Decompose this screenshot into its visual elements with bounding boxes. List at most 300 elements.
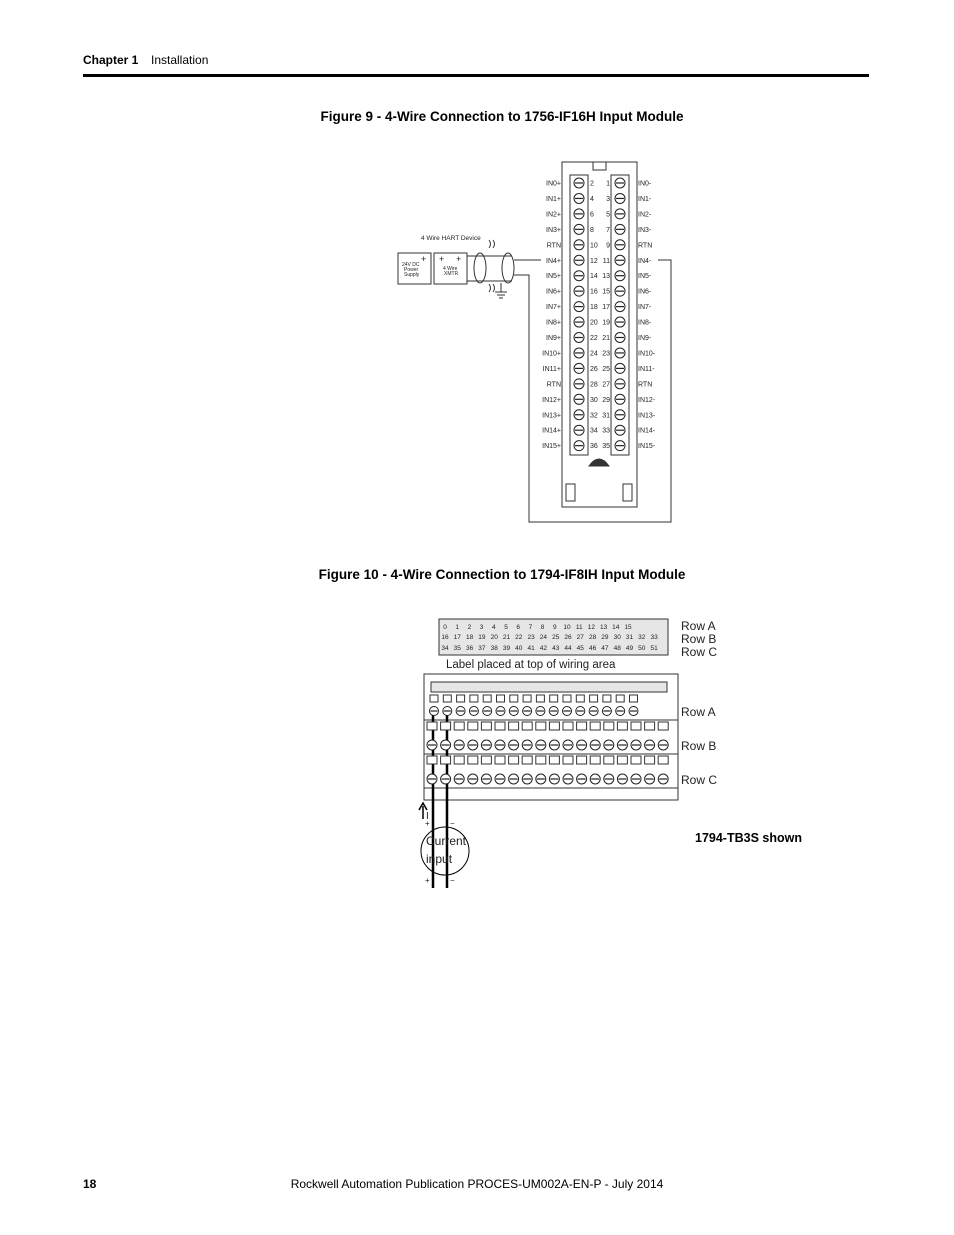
terminal-screw-icon bbox=[616, 707, 625, 716]
terminal-number-right: 27 bbox=[602, 381, 610, 389]
label-number: 10 bbox=[563, 624, 571, 631]
terminal-number-right: 5 bbox=[606, 211, 610, 219]
row-a-label-tab bbox=[457, 695, 465, 702]
terminal-number-left: 6 bbox=[590, 211, 594, 219]
row-b-tab bbox=[468, 722, 478, 730]
terminal-screw-icon bbox=[496, 707, 505, 716]
terminal-screw-icon bbox=[615, 271, 625, 281]
row-a-label-tab bbox=[483, 695, 491, 702]
terminal-label-left: IN8+ bbox=[546, 319, 561, 327]
label-number: 16 bbox=[441, 634, 449, 641]
terminal-screw-icon bbox=[615, 394, 625, 404]
row-b-tab bbox=[454, 722, 464, 730]
terminal-label-right: IN5- bbox=[638, 273, 652, 281]
terminal-screw-icon bbox=[430, 707, 439, 716]
row-c-tab bbox=[604, 756, 614, 764]
break-mark-bottom bbox=[489, 284, 495, 292]
terminal-number-right: 33 bbox=[602, 427, 610, 435]
terminal-screw-icon bbox=[574, 363, 584, 373]
power-supply-plus: + bbox=[421, 254, 427, 264]
terminal-number-left: 26 bbox=[590, 365, 598, 373]
label-number: 32 bbox=[638, 634, 646, 641]
terminal-screw-icon bbox=[509, 774, 519, 784]
terminal-label-right: IN1- bbox=[638, 195, 652, 203]
terminal-label-left: IN5+ bbox=[546, 273, 561, 281]
terminal-screw-icon bbox=[509, 740, 519, 750]
label-caption: Label placed at top of wiring area bbox=[446, 659, 616, 671]
label-number: 22 bbox=[515, 634, 523, 641]
chapter-label: Chapter 1 bbox=[83, 53, 139, 67]
xmtr-plus: + bbox=[439, 254, 445, 264]
terminal-screw-icon bbox=[574, 379, 584, 389]
label-number: 36 bbox=[465, 645, 474, 652]
terminal-screw-icon bbox=[576, 707, 585, 716]
module-notch bbox=[593, 162, 606, 170]
terminal-number-left: 24 bbox=[590, 350, 598, 358]
terminal-label-left: IN12+ bbox=[542, 396, 561, 404]
terminal-screw-icon bbox=[563, 774, 573, 784]
label-number: 37 bbox=[478, 645, 486, 652]
row-c-tab bbox=[617, 756, 627, 764]
row-a-top-label: Row A bbox=[681, 619, 716, 633]
label-number: 23 bbox=[527, 634, 535, 641]
row-b-tab bbox=[604, 722, 614, 730]
terminal-screw-icon bbox=[574, 193, 584, 203]
label-number: 2 bbox=[467, 624, 472, 631]
terminal-number-left: 20 bbox=[590, 319, 598, 327]
terminal-screw-icon bbox=[495, 774, 505, 784]
terminal-number-left: 22 bbox=[590, 335, 598, 342]
row-b-tab bbox=[549, 722, 559, 730]
terminal-screw-icon bbox=[615, 379, 625, 389]
terminal-label-left: IN9+ bbox=[546, 335, 561, 342]
terminal-screw-icon bbox=[631, 774, 641, 784]
terminal-screw-icon bbox=[536, 740, 546, 750]
terminal-screw-icon bbox=[522, 740, 532, 750]
terminal-screw-icon bbox=[615, 286, 625, 296]
label-number: 41 bbox=[527, 645, 535, 652]
row-a-label-tab bbox=[550, 695, 558, 702]
figure-10-terminals bbox=[427, 695, 668, 784]
row-b-side-label: Row B bbox=[681, 739, 717, 753]
row-a-label-tab bbox=[430, 695, 438, 702]
terminal-screw-icon bbox=[615, 178, 625, 188]
label-number: 51 bbox=[650, 645, 658, 652]
current-input-line-1: Current bbox=[426, 834, 467, 848]
terminal-number-left: 2 bbox=[590, 180, 594, 188]
terminal-screw-icon bbox=[536, 707, 545, 716]
xmtr-label-2: XMTR bbox=[444, 271, 459, 277]
label-number: 31 bbox=[625, 634, 634, 641]
label-number: 11 bbox=[575, 624, 583, 631]
terminal-screw-icon bbox=[468, 774, 478, 784]
row-b-tab bbox=[590, 722, 600, 730]
terminal-screw-icon bbox=[427, 740, 437, 750]
module-slot-left bbox=[566, 484, 575, 501]
row-c-tab bbox=[645, 756, 655, 764]
terminal-label-left: IN10+ bbox=[542, 350, 561, 358]
terminal-screw-icon bbox=[574, 286, 584, 296]
terminal-screw-icon bbox=[574, 224, 584, 234]
label-number: 48 bbox=[613, 645, 621, 652]
label-number: 3 bbox=[479, 624, 484, 631]
row-c-tab bbox=[522, 756, 532, 764]
terminal-screw-icon bbox=[615, 317, 625, 327]
row-a-label-tab bbox=[616, 695, 624, 702]
terminal-screw-icon bbox=[549, 740, 559, 750]
row-c-tab bbox=[577, 756, 587, 764]
current-input-line-2: input bbox=[426, 852, 453, 866]
label-number: 25 bbox=[552, 634, 560, 641]
terminal-number-right: 23 bbox=[602, 350, 610, 358]
break-mark-top bbox=[489, 240, 495, 248]
terminal-label-right: IN11- bbox=[638, 365, 655, 373]
terminal-screw-icon bbox=[574, 333, 584, 343]
terminal-screw-icon bbox=[469, 707, 478, 716]
terminal-label-right: IN7- bbox=[638, 304, 652, 312]
page-number: 18 bbox=[83, 1177, 97, 1191]
module-slot-right bbox=[623, 484, 632, 501]
terminal-screw-icon bbox=[509, 707, 518, 716]
terminal-screw-icon bbox=[615, 363, 625, 373]
figure-10-title: Figure 10 - 4-Wire Connection to 1794-IF8IH Input Module bbox=[318, 567, 686, 582]
terminal-screw-icon bbox=[427, 774, 437, 784]
row-c-tab bbox=[495, 756, 505, 764]
label-number: 42 bbox=[539, 645, 548, 652]
row-b-tab bbox=[427, 722, 437, 730]
terminal-number-right: 29 bbox=[602, 396, 610, 404]
current-symbol: I bbox=[426, 811, 429, 822]
terminal-number-right: 21 bbox=[602, 335, 610, 342]
terminal-screw-icon bbox=[615, 209, 625, 219]
terminal-number-right: 13 bbox=[602, 273, 610, 281]
row-a-label-tab bbox=[563, 695, 571, 702]
label-number: 46 bbox=[588, 645, 597, 652]
terminal-screw-icon bbox=[574, 271, 584, 281]
terminal-screw-icon bbox=[615, 224, 625, 234]
label-number: 39 bbox=[502, 645, 511, 652]
bottom-plus: + bbox=[425, 876, 430, 885]
row-c-tab bbox=[481, 756, 491, 764]
row-c-tab bbox=[427, 756, 437, 764]
row-c-tab bbox=[454, 756, 464, 764]
terminal-label-right: IN15- bbox=[638, 443, 656, 451]
terminal-screw-icon bbox=[617, 774, 627, 784]
label-number: 45 bbox=[576, 645, 584, 652]
terminal-screw-icon bbox=[574, 178, 584, 188]
figure-9-diagram bbox=[398, 162, 671, 522]
terminal-screw-icon bbox=[617, 740, 627, 750]
terminal-screw-icon bbox=[574, 348, 584, 358]
terminal-label-right: IN3- bbox=[638, 226, 652, 234]
device-label: 4 Wire HART Device bbox=[421, 235, 481, 242]
power-supply-label-3: Supply bbox=[404, 272, 420, 278]
terminal-screw-icon bbox=[441, 740, 451, 750]
terminal-number-left: 16 bbox=[590, 288, 598, 296]
bottom-minus: − bbox=[450, 876, 455, 885]
terminal-label-right: IN6- bbox=[638, 288, 652, 296]
terminal-label-right: IN9- bbox=[638, 335, 652, 342]
terminal-screw-icon bbox=[590, 774, 600, 784]
terminal-screw-icon bbox=[645, 740, 655, 750]
section-label: Installation bbox=[151, 53, 209, 67]
terminal-number-left: 36 bbox=[590, 443, 598, 451]
row-b-tab bbox=[577, 722, 587, 730]
terminal-screw-icon bbox=[615, 255, 625, 265]
top-plus: + bbox=[425, 819, 430, 828]
row-a-label-tab bbox=[497, 695, 505, 702]
terminal-number-right: 19 bbox=[602, 319, 610, 327]
shown-caption: 1794-TB3S shown bbox=[695, 831, 802, 845]
terminal-screw-icon bbox=[589, 707, 598, 716]
terminal-label-left: RTN bbox=[546, 381, 561, 389]
row-c-top-label: Row C bbox=[681, 645, 718, 659]
xmtr-plus-right: + bbox=[456, 254, 462, 264]
terminal-label-left: IN1+ bbox=[546, 195, 561, 203]
terminal-screw-icon bbox=[468, 740, 478, 750]
terminal-label-right: RTN bbox=[638, 242, 653, 250]
terminal-number-right: 25 bbox=[602, 365, 610, 373]
label-number: 47 bbox=[601, 645, 609, 652]
terminal-screw-icon bbox=[574, 317, 584, 327]
terminal-screw-icon bbox=[443, 707, 452, 716]
terminal-screw-icon bbox=[604, 774, 614, 784]
row-b-tab bbox=[536, 722, 546, 730]
terminal-screw-icon bbox=[454, 740, 464, 750]
terminal-label-left: IN2+ bbox=[546, 211, 561, 219]
label-number: 34 bbox=[441, 645, 449, 652]
label-number: 35 bbox=[453, 645, 461, 652]
cable-shield-left bbox=[474, 253, 486, 283]
terminal-screw-icon bbox=[574, 302, 584, 312]
label-number: 15 bbox=[624, 624, 632, 631]
terminal-screw-icon bbox=[645, 774, 655, 784]
row-a-side-label: Row A bbox=[681, 705, 716, 719]
terminal-number-right: 15 bbox=[602, 288, 610, 296]
row-c-tab bbox=[631, 756, 641, 764]
terminal-screw-icon bbox=[615, 348, 625, 358]
terminal-label-right: IN10- bbox=[638, 350, 656, 358]
terminal-screw-icon bbox=[574, 209, 584, 219]
terminal-screw-icon bbox=[590, 740, 600, 750]
label-number: 43 bbox=[552, 645, 560, 652]
terminal-label-right: IN12- bbox=[638, 396, 656, 404]
label-number: 50 bbox=[638, 645, 646, 652]
figure-9-title: Figure 9 - 4-Wire Connection to 1756-IF16H Input Module bbox=[320, 109, 684, 124]
terminal-number-left: 14 bbox=[590, 273, 598, 281]
terminal-label-left: IN15+ bbox=[542, 443, 561, 451]
row-a-label-tab bbox=[603, 695, 611, 702]
row-b-tab bbox=[441, 722, 451, 730]
row-a-label-tab bbox=[443, 695, 451, 702]
row-a-label-tab bbox=[470, 695, 478, 702]
label-number: 19 bbox=[478, 634, 486, 641]
label-number: 30 bbox=[613, 634, 621, 641]
terminal-screw-icon bbox=[631, 740, 641, 750]
terminal-screw-icon bbox=[615, 425, 625, 435]
cable-shield-right bbox=[502, 253, 514, 283]
terminal-screw-icon bbox=[629, 707, 638, 716]
terminal-screw-icon bbox=[563, 740, 573, 750]
terminal-screw-icon bbox=[483, 707, 492, 716]
row-a-label-tab bbox=[630, 695, 638, 702]
label-number: 5 bbox=[504, 624, 508, 631]
label-number: 17 bbox=[453, 634, 461, 641]
terminal-screw-icon bbox=[615, 333, 625, 343]
label-number: 21 bbox=[502, 634, 511, 641]
terminal-screw-icon bbox=[456, 707, 465, 716]
terminal-screw-icon bbox=[615, 240, 625, 250]
terminal-screw-icon bbox=[615, 441, 625, 451]
terminal-number-left: 8 bbox=[590, 226, 594, 234]
terminal-number-left: 30 bbox=[590, 396, 598, 404]
terminal-label-right: IN4- bbox=[638, 257, 652, 265]
loop-wire bbox=[514, 257, 671, 522]
label-number: 9 bbox=[552, 624, 557, 631]
label-number: 24 bbox=[539, 634, 548, 641]
row-c-tab bbox=[536, 756, 546, 764]
label-number: 13 bbox=[599, 624, 608, 631]
row-b-top-label: Row B bbox=[681, 632, 717, 646]
row-b-tab bbox=[658, 722, 668, 730]
label-number: 6 bbox=[516, 624, 521, 631]
label-number: 28 bbox=[588, 634, 597, 641]
terminal-label-right: IN14- bbox=[638, 427, 656, 435]
terminal-screw-icon bbox=[615, 410, 625, 420]
terminal-screw-icon bbox=[574, 240, 584, 250]
terminal-screw-icon bbox=[574, 255, 584, 265]
terminal-screw-icon bbox=[481, 740, 491, 750]
xmtr-label-1: 4 Wire bbox=[443, 266, 458, 272]
terminal-screw-icon bbox=[454, 774, 464, 784]
terminal-number-left: 12 bbox=[590, 257, 598, 265]
row-b-tab bbox=[481, 722, 491, 730]
label-number: 26 bbox=[564, 634, 572, 641]
terminal-number-right: 3 bbox=[606, 195, 610, 203]
label-number: 27 bbox=[576, 634, 584, 641]
terminal-number-left: 28 bbox=[590, 381, 598, 389]
terminal-number-left: 4 bbox=[590, 195, 594, 203]
terminal-screw-icon bbox=[522, 774, 532, 784]
terminal-screw-icon bbox=[549, 774, 559, 784]
label-number: 12 bbox=[587, 624, 596, 631]
terminal-label-left: IN4+ bbox=[546, 257, 561, 265]
row-b-tab bbox=[563, 722, 573, 730]
label-area-bar bbox=[431, 682, 667, 692]
row-b-tab bbox=[495, 722, 505, 730]
label-number: 38 bbox=[490, 645, 498, 652]
row-b-tab bbox=[631, 722, 641, 730]
terminal-screw-icon bbox=[615, 193, 625, 203]
label-number: 49 bbox=[625, 645, 634, 652]
terminal-label-left: IN13+ bbox=[542, 412, 561, 420]
terminal-number-left: 18 bbox=[590, 304, 598, 312]
terminal-screw-icon bbox=[602, 707, 611, 716]
terminal-number-right: 1 bbox=[606, 180, 610, 188]
terminal-screw-icon bbox=[536, 774, 546, 784]
row-c-tab bbox=[441, 756, 451, 764]
terminal-screw-icon bbox=[574, 410, 584, 420]
label-number: 0 bbox=[443, 624, 447, 631]
terminal-screw-icon bbox=[481, 774, 491, 784]
terminal-screw-icon bbox=[615, 302, 625, 312]
label-number: 7 bbox=[528, 624, 533, 631]
publication-line: Rockwell Automation Publication PROCES-UM002A-EN-P - July 2014 bbox=[290, 1177, 664, 1191]
terminal-number-left: 10 bbox=[590, 242, 598, 250]
row-a-label-tab bbox=[510, 695, 518, 702]
row-a-label-tab bbox=[536, 695, 544, 702]
terminal-screw-icon bbox=[563, 707, 572, 716]
row-c-tab bbox=[549, 756, 559, 764]
terminal-screw-icon bbox=[604, 740, 614, 750]
row-c-tab bbox=[468, 756, 478, 764]
power-supply-label-1: 24V DC bbox=[402, 262, 420, 268]
row-c-tab bbox=[509, 756, 519, 764]
module-latch bbox=[589, 459, 609, 466]
label-number: 4 bbox=[491, 624, 496, 631]
label-number: 18 bbox=[465, 634, 474, 641]
terminal-screw-icon bbox=[549, 707, 558, 716]
terminal-label-right: IN8- bbox=[638, 319, 652, 327]
terminal-label-left: IN3+ bbox=[546, 226, 561, 234]
row-a-label-tab bbox=[523, 695, 531, 702]
terminal-number-left: 32 bbox=[590, 412, 598, 420]
terminal-label-right: IN0- bbox=[638, 180, 652, 188]
terminal-label-left: IN14+ bbox=[542, 427, 561, 435]
terminal-screw-icon bbox=[658, 740, 668, 750]
ground-symbol bbox=[495, 283, 507, 298]
terminal-label-left: IN7+ bbox=[546, 304, 561, 312]
top-minus: − bbox=[450, 819, 455, 828]
terminal-screw-icon bbox=[658, 774, 668, 784]
label-number: 1 bbox=[455, 624, 460, 631]
terminal-label-left: IN6+ bbox=[546, 288, 561, 296]
row-c-tab bbox=[658, 756, 668, 764]
terminal-number-right: 35 bbox=[602, 443, 610, 451]
terminal-screw-icon bbox=[495, 740, 505, 750]
row-b-tab bbox=[645, 722, 655, 730]
power-supply-label-2: Power bbox=[404, 267, 419, 273]
row-b-tab bbox=[522, 722, 532, 730]
terminal-label-left: IN11+ bbox=[542, 365, 561, 373]
terminal-label-right: IN2- bbox=[638, 211, 652, 219]
terminal-label-left: IN0+ bbox=[546, 180, 561, 188]
label-number: 33 bbox=[650, 634, 658, 641]
terminal-number-right: 17 bbox=[602, 304, 610, 312]
label-number: 40 bbox=[515, 645, 523, 652]
label-number: 14 bbox=[612, 624, 620, 631]
terminal-screw-icon bbox=[441, 774, 451, 784]
terminal-label-right: IN13- bbox=[638, 412, 656, 420]
terminal-number-right: 9 bbox=[606, 242, 610, 250]
terminal-screw-icon bbox=[523, 707, 532, 716]
figure-9-labels bbox=[542, 181, 656, 451]
row-c-side-label: Row C bbox=[681, 773, 718, 787]
terminal-number-right: 11 bbox=[602, 257, 610, 265]
terminal-screw-icon bbox=[574, 441, 584, 451]
row-b-tab bbox=[617, 722, 627, 730]
terminal-number-right: 7 bbox=[606, 226, 610, 234]
row-b-tab bbox=[509, 722, 519, 730]
terminal-screw-icon bbox=[574, 394, 584, 404]
terminal-label-right: RTN bbox=[638, 381, 653, 389]
label-number: 29 bbox=[601, 634, 609, 641]
row-c-tab bbox=[563, 756, 573, 764]
label-number: 20 bbox=[490, 634, 498, 641]
terminal-number-left: 34 bbox=[590, 427, 598, 435]
terminal-screw-icon bbox=[574, 425, 584, 435]
terminal-number-right: 31 bbox=[602, 412, 610, 420]
